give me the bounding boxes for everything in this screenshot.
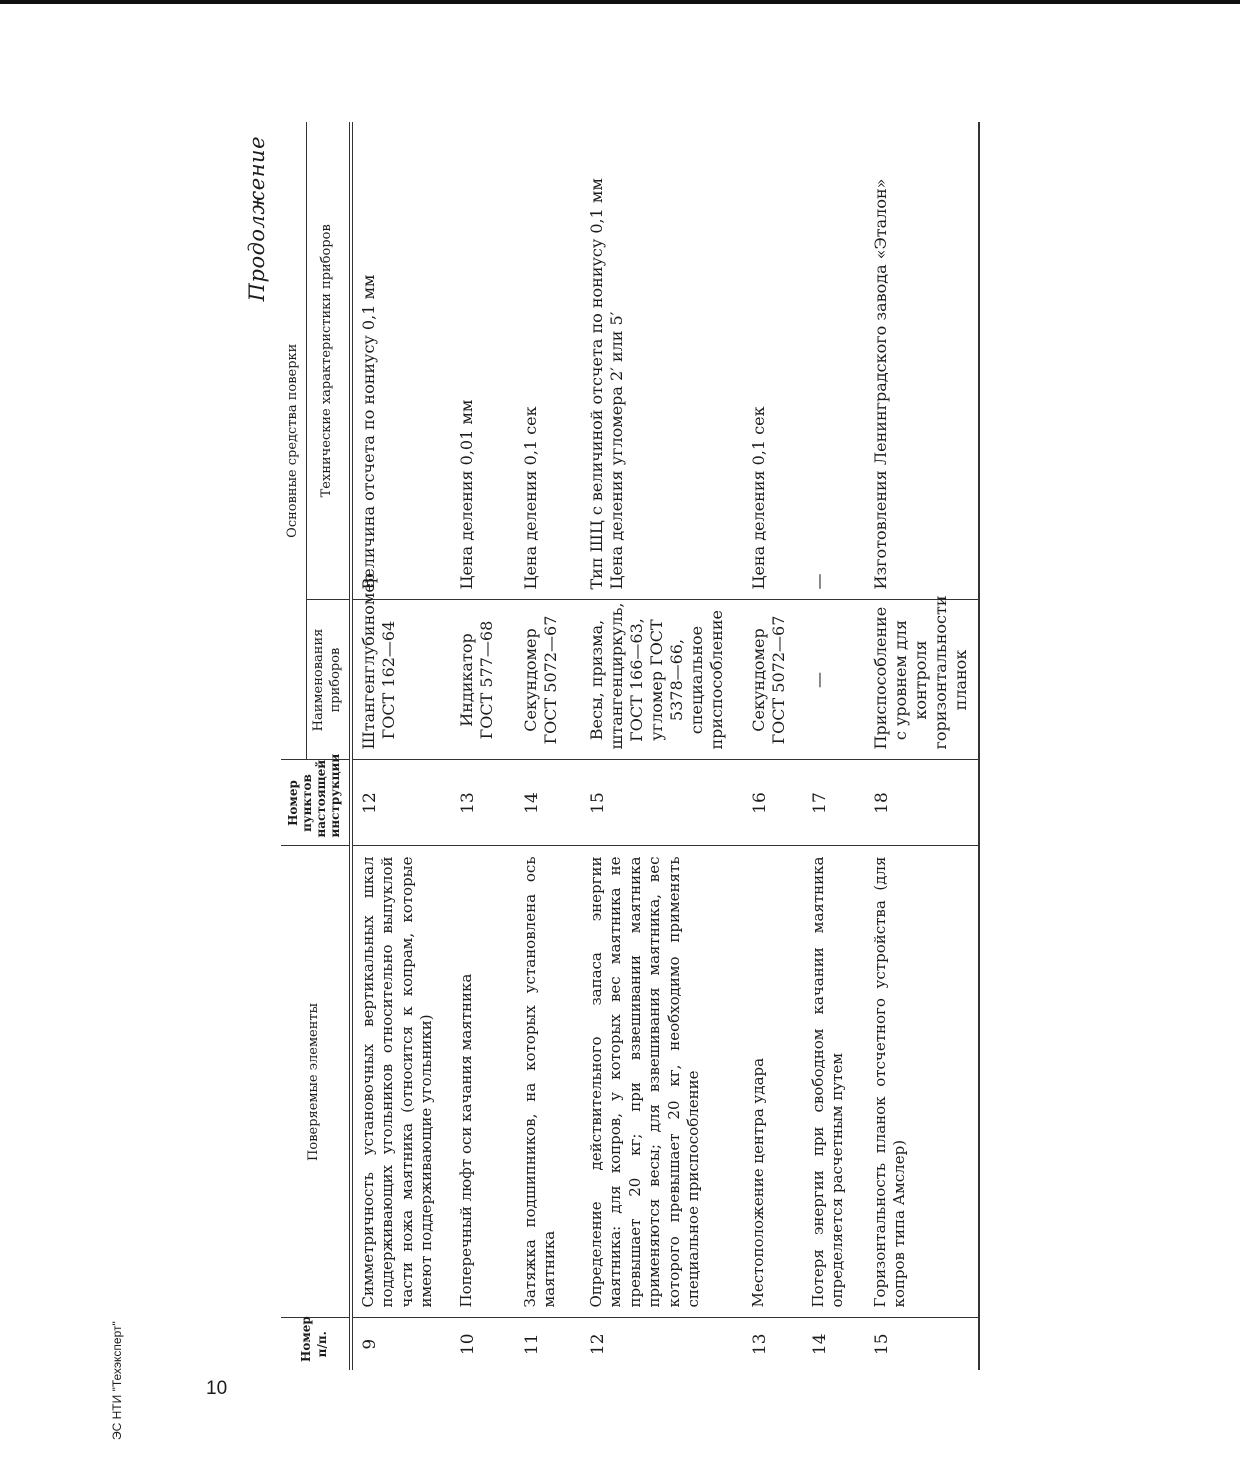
row-points: 15 [581, 760, 743, 846]
page-number: 10 [206, 1378, 228, 1399]
header-device-names: Наименования приборов [306, 600, 350, 760]
row-specs: Цена деления 0,01 мм [456, 399, 476, 590]
row-device: — [803, 600, 865, 760]
header-points: Номер пунктов настоящей инструкции [281, 760, 351, 846]
row-element: Затяжка подшипников, на которых установлена ось маятника [515, 846, 581, 1318]
header-row-number: Номер п/п. [281, 1318, 351, 1370]
row-points: 14 [515, 760, 581, 846]
table-row [581, 122, 743, 1370]
row-number: 11 [515, 1318, 581, 1370]
row-number: 13 [743, 1318, 803, 1370]
row-number: 12 [581, 1318, 743, 1370]
row-element: Определение действительного запаса энергии маятника: для копров, у которых вес маятника не превышает 20 кг; при взвешивании маятника применяются весы; для взвешивания маятника, вес которого превышает 20 кг, необходимо применять специальное приспособление [581, 846, 743, 1318]
row-number: 9 [351, 1318, 451, 1370]
table-row [743, 122, 803, 1370]
row-specs: Цена деления 0,1 сек [748, 406, 768, 590]
header-group: Основные средства поверки [281, 122, 306, 760]
verification-table [281, 122, 980, 1370]
row-points: 12 [351, 760, 451, 846]
row-element: Симметричность установочных вертикальных шкал поддерживающих угольников относительно выпуклой части ножа маятника (относится к копрам, которые имеют поддерживающие угольники) [351, 846, 451, 1318]
row-device: Штангенглубиномер ГОСТ 162—64 [351, 600, 451, 760]
row-specs: Тип ШЦ с величиной отсчета по нониусу 0,1 мм Цена деления угломера 2′ или 5′ [586, 178, 627, 590]
row-points: 16 [743, 760, 803, 846]
table-row [803, 122, 865, 1370]
row-device: Секундомер ГОСТ 5072—67 [515, 600, 581, 760]
row-specs: Величина отсчета по нониусу 0,1 мм [358, 274, 378, 590]
continuation-label: Продолжение [245, 136, 269, 302]
row-element: Местоположение центра удара [743, 846, 803, 1318]
table-row [865, 122, 979, 1370]
row-points: 18 [865, 760, 979, 846]
table-row [351, 122, 451, 1370]
row-number: 14 [803, 1318, 865, 1370]
row-number: 15 [865, 1318, 979, 1370]
row-points: 17 [803, 760, 865, 846]
row-points: 13 [451, 760, 515, 846]
row-element: Потеря энергии при свободном качании маятника определяется расчетным путем [803, 846, 865, 1318]
table-row [515, 122, 581, 1370]
row-number: 10 [451, 1318, 515, 1370]
row-specs: Цена деления 0,1 сек [520, 406, 540, 590]
rotated-page-content [245, 122, 1035, 1370]
margin-label: ЭС НТИ "Техэксперт" [110, 1321, 124, 1440]
table-row [451, 122, 515, 1370]
top-border [0, 0, 1240, 4]
row-device: Секундомер ГОСТ 5072—67 [743, 600, 803, 760]
row-specs: — [808, 573, 828, 590]
header-elements: Поверяемые элементы [281, 846, 351, 1318]
row-device: Приспособление с уровнем для контроля горизонтальности планок [865, 600, 979, 760]
row-element: Поперечный люфт оси качания маятника [451, 846, 515, 1318]
header-device-specs: Технические характеристики приборов [306, 122, 350, 600]
row-element: Горизонтальность планок отсчетного устройства (для копров типа Амслер) [865, 846, 979, 1318]
row-device: Весы, призма, штангенциркуль, ГОСТ 166—63, угломер ГОСТ 5378—66, специальное приспособление [581, 600, 743, 760]
row-device: Индикатор ГОСТ 577—68 [451, 600, 515, 760]
row-specs: Изготовления Ленинградского завода «Эталон» [865, 122, 979, 600]
